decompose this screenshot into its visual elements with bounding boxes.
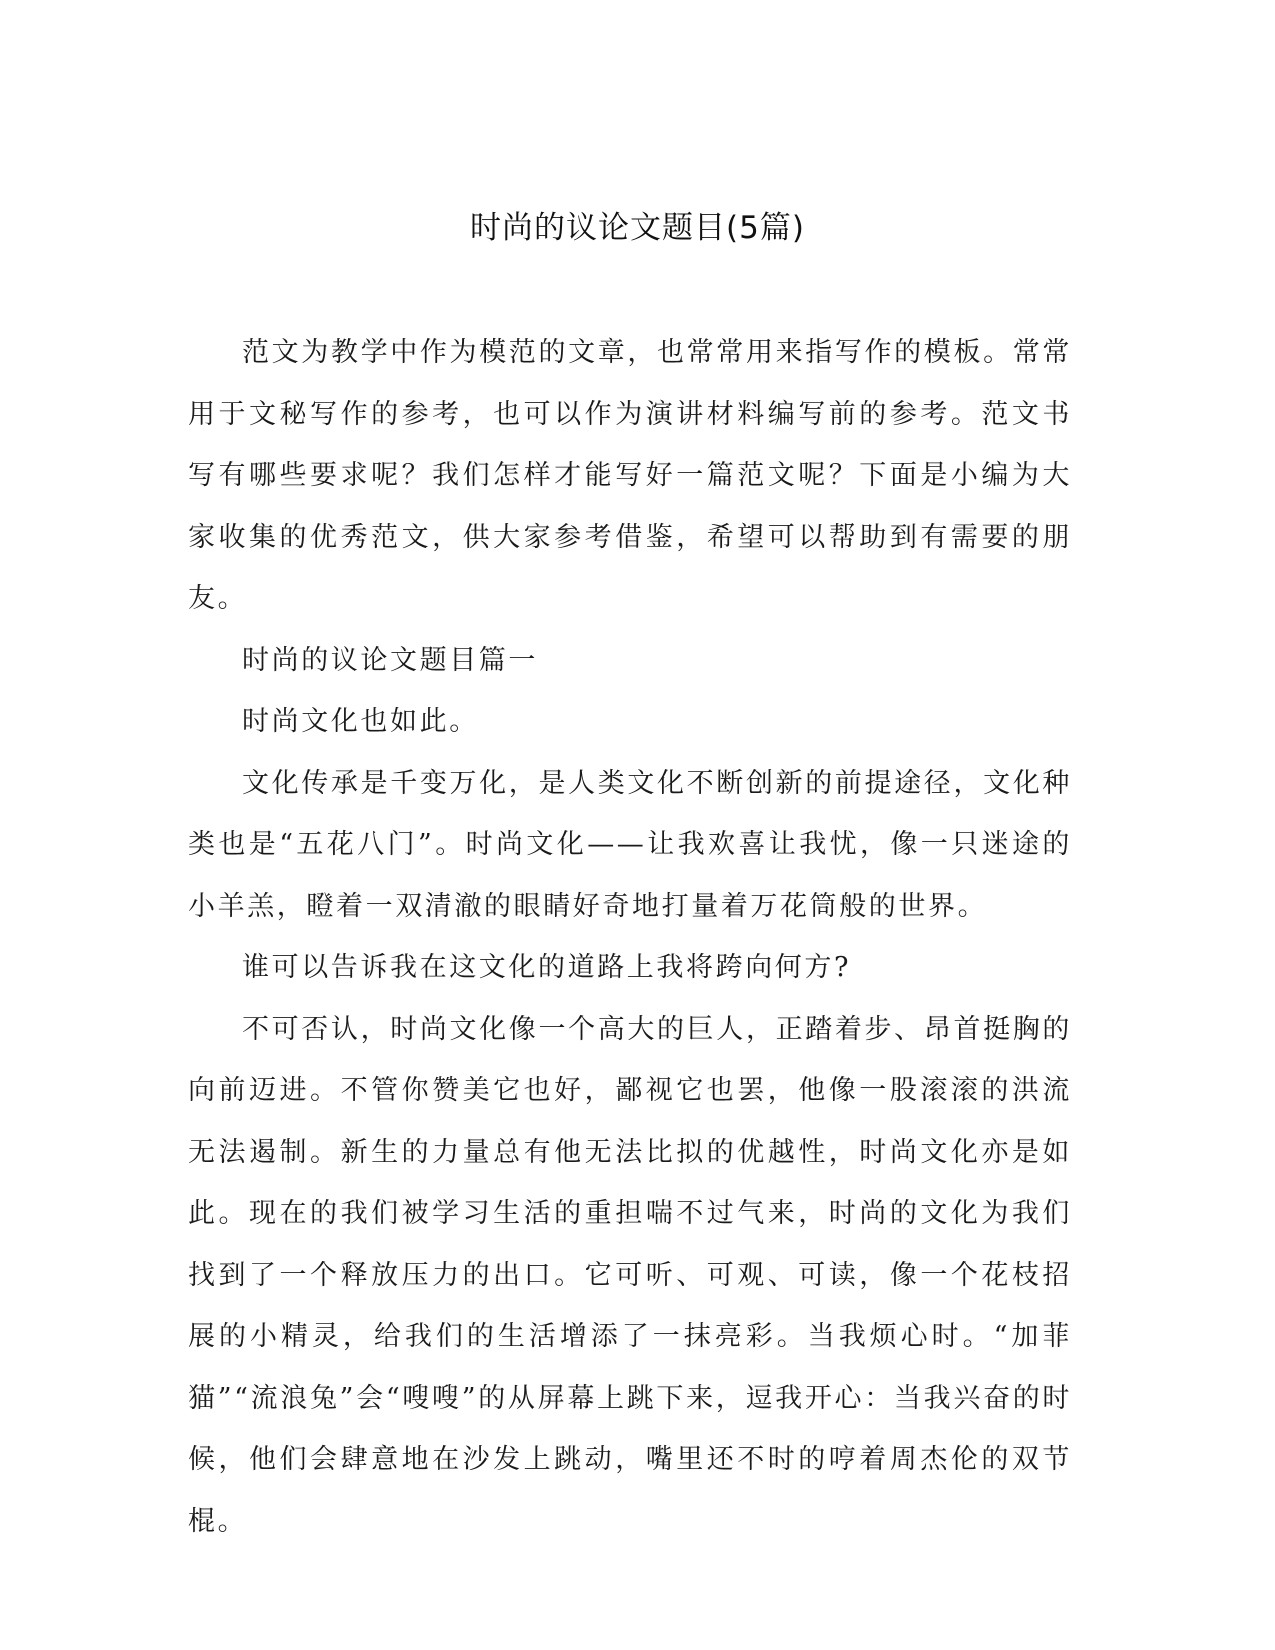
paragraph: 不可否认，时尚文化像一个高大的巨人，正踏着步、昂首挺胸的向前迈进。不管你赞美它也好，鄙视它也罢，他像一股滚滚的洪流无法遏制。新生的力量总有他无法比拟的优越性，时尚文化亦是如此。现在的我们被学习生活的重担喘不过气来，时尚的文化为我们找到了一个释放压力的出口。它可听、可观、可读，像一个花枝招展的小精灵，给我们的生活增添了一抹亮彩。当我烦心时。“加菲猫”“流浪兔”会“嗖嗖”的从屏幕上跳下来，逗我开心：当我兴奋的时候，他们会肆意地在沙发上跳动，嘴里还不时的哼着周杰伦的双节棍。: [188, 1013, 1072, 1537]
document-title: 时尚的议论文题目(5篇): [470, 210, 805, 246]
paragraph: 谁可以告诉我在这文化的道路上我将跨向何方?: [242, 952, 852, 983]
document-body: [188, 322, 1072, 1552]
paragraph: 文化传承是千变万化，是人类文化不断创新的前提途径，文化种类也是“五花八门”。时尚文化——让我欢喜让我忧，像一只迷途的小羊羔，瞪着一双清澈的眼睛好奇地打量着万花筒般的世界。: [188, 767, 1072, 922]
intro-paragraph: 范文为教学中作为模范的文章，也常常用来指写作的模板。常常用于文秘写作的参考，也可以作为演讲材料编写前的参考。范文书写有哪些要求呢？我们怎样才能写好一篇范文呢？下面是小编为大家收集的优秀范文，供大家参考借鉴，希望可以帮助到有需要的朋友。: [188, 337, 1072, 614]
paragraph: 时尚文化也如此。: [242, 706, 479, 737]
section-heading: 时尚的议论文题目篇一: [242, 644, 538, 676]
